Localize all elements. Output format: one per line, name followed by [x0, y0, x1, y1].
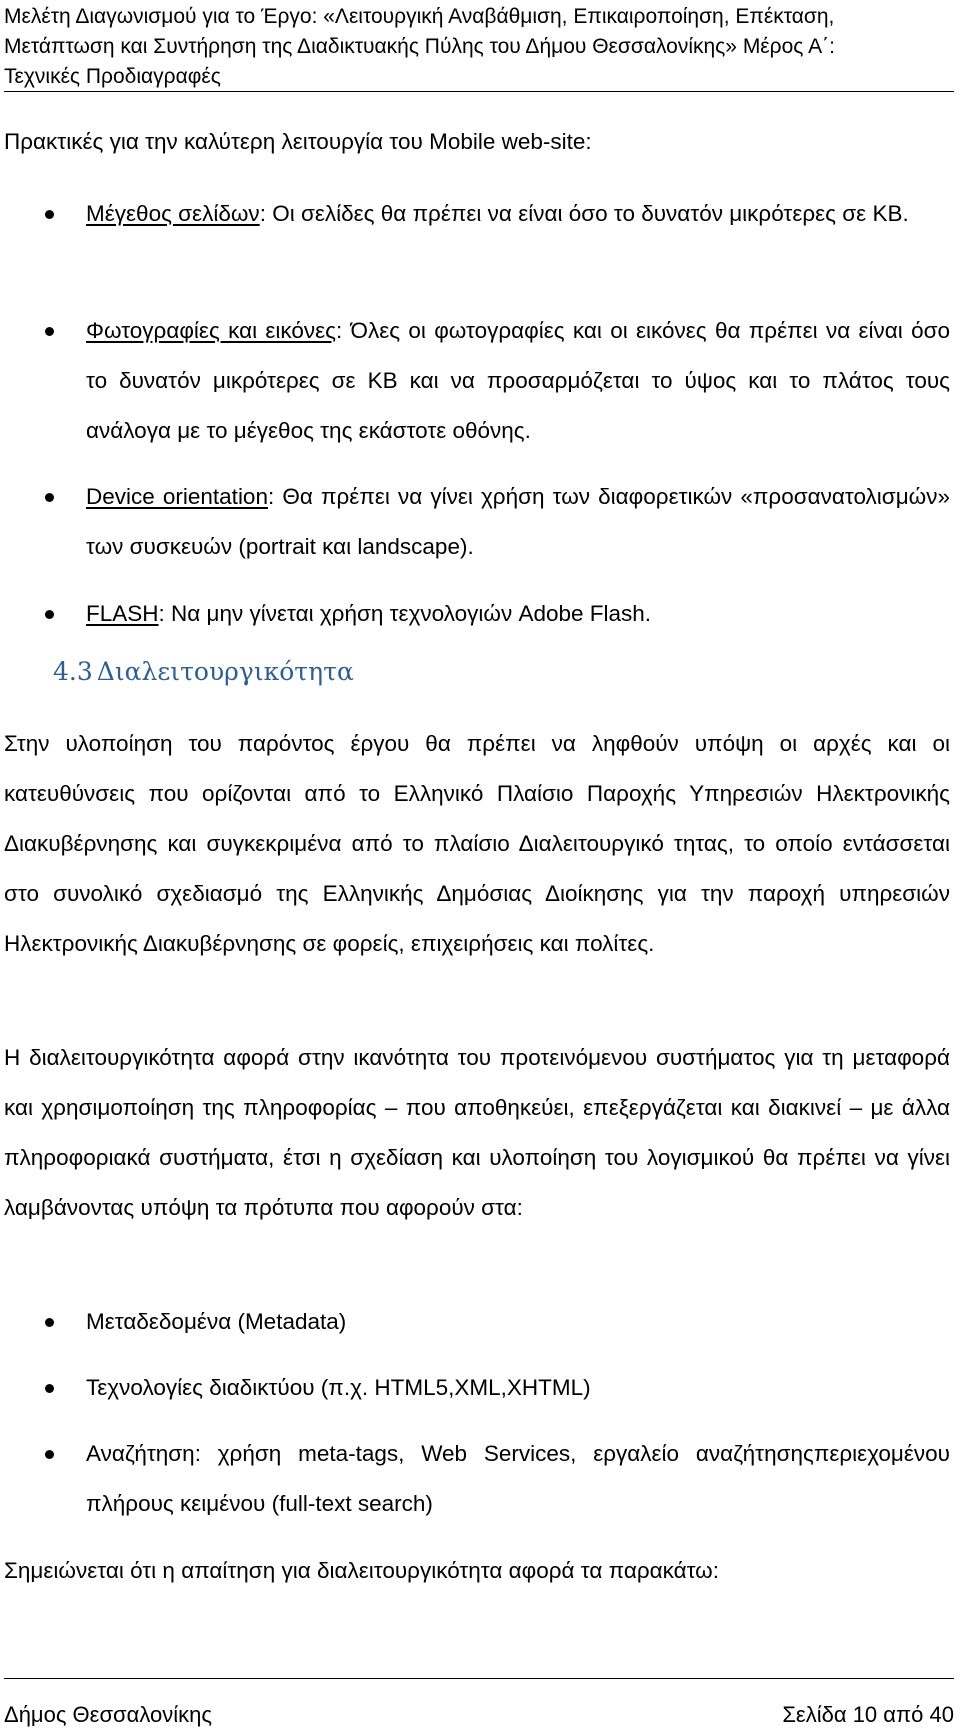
bullet-icon [45, 610, 54, 619]
list-item-term: FLASH [86, 601, 159, 626]
header-line-1: Μελέτη Διαγωνισμού για το Έργο: «Λειτουργική Αναβάθμιση, Επικαιροποίηση, Επέκταση, [4, 5, 835, 28]
list-item-description: : Θα πρέπει να γίνει χρήση των διαφορετικών «προσανατολισμών» των συσκευών (portrait και landscape). [86, 484, 950, 559]
page-number: Σελίδα 10 από 40 [782, 1702, 954, 1727]
bullet-icon [45, 1384, 54, 1393]
list-item-text [86, 306, 950, 456]
paragraph-interoperability: Η διαλειτουργικότητα αφορά στην ικανότητα του προτεινόμενου συστήματος για τη μεταφορά και χρησιμοποίηση της πληροφορίας – που αποθηκεύει, επεξεργάζεται και διακινεί – με άλλα πληροφοριακά συστήματα, έτσι η σχεδίαση και υλοποίηση του λογισμικού θα πρέπει να γίνει λαμβάνοντας υπόψη τα πρότυπα που αφορούν στα: [4, 1045, 950, 1220]
bullet-icon [45, 327, 54, 336]
footer-organization: Δήμος Θεσσαλονίκης [4, 1702, 212, 1727]
header-line-2: Μετάπτωση και Συντήρηση της Διαδικτυακής Πύλης του Δήμου Θεσσαλονίκης» Μέρος Α΄: [4, 35, 835, 58]
bullet-icon [45, 1450, 54, 1459]
footer-divider [4, 1678, 954, 1679]
list-item-term: Φωτογραφίες και εικόνες [86, 318, 337, 343]
intro-text: Πρακτικές για την καλύτερη λειτουργία του Mobile web-site: [4, 129, 592, 154]
list-item-description: : Να μην γίνεται χρήση τεχνολογιών Adobe Flash. [158, 601, 652, 626]
bullet-icon [45, 210, 54, 219]
section-heading [53, 652, 354, 692]
bullet-icon [45, 1318, 54, 1327]
paragraph-principles: Στην υλοποίηση του παρόντος έργου θα πρέπει να ληφθούν υπόψη οι αρχές και οι κατευθύνσεις που ορίζονται από το Ελληνικό Πλαίσιο Παροχής Υπηρεσιών Ηλεκτρονικής Διακυβέρνησης και συγκεκριμένα από το πλαίσιο Διαλειτουργικό τητας, το οποίο εντάσσεται στο συνολικό σχεδιασμό της Ελληνικής Δημόσιας Διοίκησης για την παροχή υπηρεσιών Ηλεκτρονικής Διακυβέρνησης σε φορείς, επιχειρήσεις και πολίτες. [4, 731, 950, 956]
list-item-description: : Όλες οι φωτογραφίες και οι εικόνες θα πρέπει να είναι όσο το δυνατόν μικρότερες σε KB και να προσαρμόζεται το ύψος και το πλάτος τους ανάλογα με το μέγεθος της εκάστοτε οθόνης. [86, 318, 950, 443]
list-item-text [86, 189, 950, 239]
list-item-description: : Οι σελίδες θα πρέπει να είναι όσο το δυνατόν μικρότερες σε KB. [259, 201, 909, 226]
section-number: 4.3 [53, 657, 93, 686]
list-item-text: Μεταδεδομένα (Metadata) [86, 1309, 347, 1334]
header-line-3: Τεχνικές Προδιαγραφές [4, 65, 221, 88]
list-item-text: Αναζήτηση: χρήση meta-tags, Web Services, εργαλείο αναζήτησηςπεριεχομένου πλήρους κειμένου (full-text search) [86, 1441, 950, 1516]
list-item-text: Τεχνολογίες διαδικτύου (π.χ. HTML5,XML,XHTML) [86, 1375, 591, 1400]
closing-text: Σημειώνεται ότι η απαίτηση για διαλειτουργικότητα αφορά τα παρακάτω: [4, 1558, 720, 1583]
list-item-text [86, 589, 950, 639]
bullet-icon [45, 493, 54, 502]
list-item-text [86, 472, 950, 572]
header-divider [4, 91, 954, 92]
document-header [4, 2, 952, 92]
section-title: Διαλειτουργικότητα [96, 657, 354, 686]
list-item-term: Device orientation [86, 484, 268, 509]
list-item-term: Μέγεθος σελίδων [86, 201, 260, 226]
